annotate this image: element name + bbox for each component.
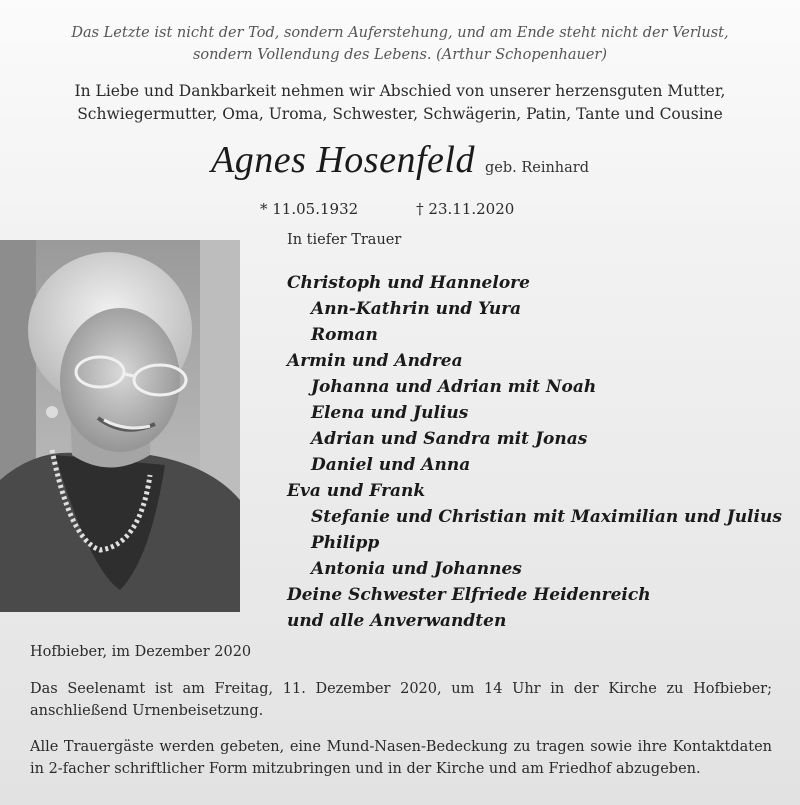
intro-text xyxy=(0,80,800,126)
family-member: Ann-Kathrin und Yura xyxy=(311,299,522,319)
portrait-photo-icon xyxy=(0,240,240,612)
place-date: Hofbieber, im Dezember 2020 xyxy=(30,644,252,660)
deceased-heading xyxy=(0,138,800,182)
family-member: Adrian und Sandra mit Jonas xyxy=(311,429,588,449)
life-dates xyxy=(260,200,514,218)
family-member: Christoph und Hannelore xyxy=(287,273,530,293)
family-member: Philipp xyxy=(311,533,380,553)
family-member: Johanna und Adrian mit Noah xyxy=(311,377,597,397)
family-member: Roman xyxy=(311,325,378,345)
family-list xyxy=(287,270,782,634)
quote-line-2: sondern Vollendung des Lebens. (Arthur Schopenhauer) xyxy=(192,47,608,63)
family-member: Armin und Andrea xyxy=(287,351,463,371)
mourning-label: In tiefer Trauer xyxy=(287,232,402,248)
covid-notice: Alle Trauergäste werden gebeten, eine Mund-Nasen-Bedeckung zu tragen sowie ihre Kontaktdaten in 2-facher schriftlicher Form mitzubringen und in der Kirche und am Friedhof abzugeben. xyxy=(30,739,772,777)
intro-line-2: Schwiegermutter, Oma, Uroma, Schwester, Schwägerin, Patin, Tante und Cousine xyxy=(77,105,723,123)
intro-line-1: In Liebe und Dankbarkeit nehmen wir Abschied von unserer herzensguten Mutter, xyxy=(74,82,726,100)
birth-date: * 11.05.1932 xyxy=(260,200,359,218)
quote xyxy=(0,22,800,66)
family-member: Deine Schwester Elfriede Heidenreich xyxy=(287,585,651,605)
family-member: Antonia und Johannes xyxy=(311,559,522,579)
deceased-name: Agnes Hosenfeld xyxy=(211,139,475,181)
family-member: Eva und Frank xyxy=(287,481,426,501)
maiden-name: geb. Reinhard xyxy=(484,160,589,176)
death-date: † 23.11.2020 xyxy=(416,200,515,218)
family-member: Elena und Julius xyxy=(311,403,469,423)
family-member: und alle Anverwandten xyxy=(287,611,507,631)
service-info: Das Seelenamt ist am Freitag, 11. Dezember 2020, um 14 Uhr in der Kirche zu Hofbieber; anschließend Urnenbeisetzung. xyxy=(30,681,772,719)
family-member: Daniel und Anna xyxy=(311,455,471,475)
quote-line-1: Das Letzte ist nicht der Tod, sondern Auferstehung, und am Ende steht nicht der Verlust, xyxy=(71,25,729,41)
portrait-photo xyxy=(0,240,240,612)
family-member: Stefanie und Christian mit Maximilian und Julius xyxy=(311,507,782,527)
